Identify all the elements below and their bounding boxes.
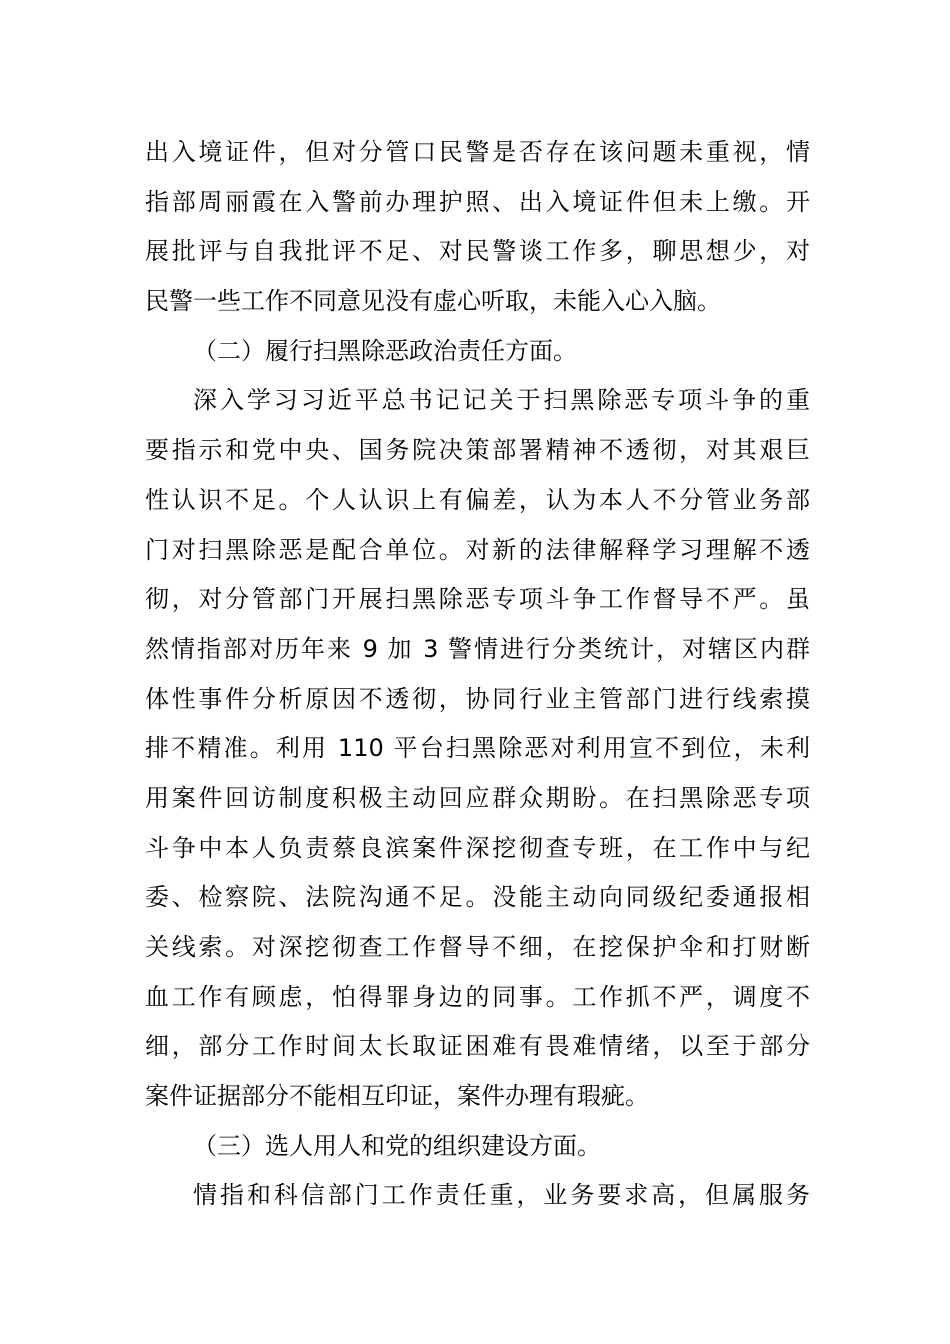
- text-line: 血工作有顾虑，怕得罪身边的同事。工作抓不严，调度不: [145, 982, 810, 1011]
- text-line: 情指和科信部门工作责任重，业务要求高，但属服务: [193, 1181, 810, 1210]
- text-line: 出入境证件，但对分管口民警是否存在该问题未重视，情: [145, 138, 810, 166]
- text-line: 关线索。对深挖彻查工作督导不细，在挖保护伞和打财断: [145, 933, 810, 961]
- text-line: 委、检察院、法院沟通不足。没能主动向同级纪委通报相: [145, 883, 810, 912]
- text-line: 民警一些工作不同意见没有虚心听取，未能入心入脑。: [145, 287, 721, 316]
- document-body: [145, 128, 810, 1221]
- text-line: 要指示和党中央、国务院决策部署精神不透彻，对其艰巨: [145, 436, 810, 465]
- text-line: 门对扫黑除恶是配合单位。对新的法律解释学习理解不透: [145, 535, 810, 564]
- text-line: 深入学习习近平总书记记关于扫黑除恶专项斗争的重: [193, 386, 810, 415]
- text-line: 性认识不足。个人认识上有偏差，认为本人不分管业务部: [145, 485, 810, 514]
- text-line: 体性事件分析原因不透彻，协同行业主管部门进行线索摸: [145, 684, 810, 713]
- text-line: 用案件回访制度积极主动回应群众期盼。在扫黑除恶专项: [145, 783, 810, 812]
- text-line: 案件证据部分不能相互印证，案件办理有瑕疵。: [145, 1082, 649, 1111]
- text-line: 指部周丽霞在入警前办理护照、出入境证件但未上缴。开: [145, 187, 810, 216]
- text-line: 细，部分工作时间太长取证困难有畏难情绪，以至于部分: [145, 1032, 810, 1061]
- text-line: 彻，对分管部门开展扫黑除恶专项斗争工作督导不严。虽: [145, 585, 810, 614]
- text-line: 排不精准。利用 110 平台扫黑除恶对利用宣不到位，未利: [145, 734, 810, 763]
- text-line: 展批评与自我批评不足、对民警谈工作多，聊思想少，对: [145, 237, 810, 266]
- text-line: （二）履行扫黑除恶政治责任方面。: [193, 336, 577, 365]
- text-line: 斗争中本人负责蔡良滨案件深挖彻查专班，在工作中与纪: [145, 833, 810, 862]
- text-line: 然情指部对历年来 9 加 3 警情进行分类统计，对辖区内群: [145, 634, 810, 663]
- text-line: （三）选人用人和党的组织建设方面。: [193, 1131, 601, 1160]
